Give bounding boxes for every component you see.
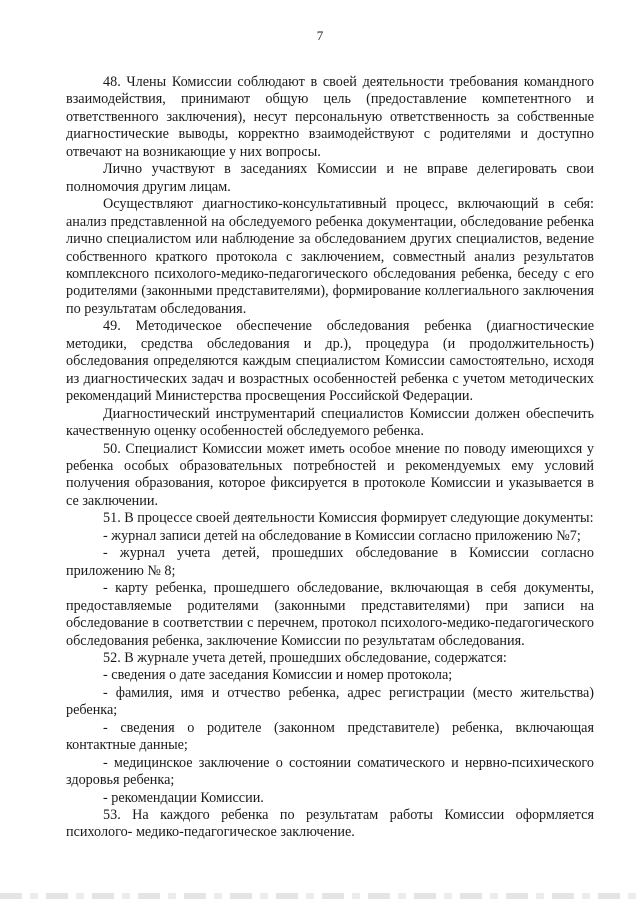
document-body xyxy=(66,74,594,842)
paragraph-48: 48. Члены Комиссии соблюдают в своей деятельности требования командного взаимодействия, принимают общую цель (предоставление компетентного и ответственного заключения), несут персональную ответственность за собственные диагностические выводы, корректно взаимодействуют с родителями и доступно отвечают на возникающие у них вопросы. xyxy=(66,74,594,160)
list-item-medical-conclusion: - медицинское заключение о состоянии соматического и нервно-психического здоровья ребенка; xyxy=(66,754,594,789)
list-item-accounting-journal: - журнал учета детей, прошедших обследование в Комиссии согласно приложению № 8; xyxy=(66,545,594,579)
paragraph-49: 49. Методическое обеспечение обследования ребенка (диагностические методики, средства обследования и др.), процедура (и продолжительность) обследования определяются каждым специалистом Комиссии самостоятельно, исходя из диагностических задач и возрастных особенностей ребенка с учетом методических рекомендаций Министерства просвещения Российской Федерации. xyxy=(66,318,594,405)
paragraph-51: 51. В процессе своей деятельности Комиссия формирует следующие документы: xyxy=(103,510,594,527)
scan-footer-strip xyxy=(0,893,640,899)
list-item-parent-info: - сведения о родителе (законном представителе) ребенка, включающая контактные данные; xyxy=(66,719,594,754)
list-item-child-name: - фамилия, имя и отчество ребенка, адрес регистрации (место жительства) ребенка; xyxy=(66,684,594,719)
list-item-recommendations: - рекомендации Комиссии. xyxy=(103,789,264,806)
paragraph-52: 52. В журнале учета детей, прошедших обследование, содержатся: xyxy=(103,649,507,666)
paragraph-50: 50. Специалист Комиссии может иметь особое мнение по поводу имеющихся у ребенка особых образовательных потребностей и рекомендуемых ему условий получения образования, которое фиксируется в протоколе Комиссии и указывается в се заключении. xyxy=(66,440,594,509)
list-item-child-card: - карту ребенка, прошедшего обследование, включающая в себя документы, предоставляемые родителями (законными представителями) при записи на обследование в соответствии с перечнем, протокол психолого-медико-педагогического обследования ребенка, заключение Комиссии по результатам обследования. xyxy=(66,580,594,649)
paragraph-diagnostic-process: Осуществляют диагностико-консультативный процесс, включающий в себя: анализ представленной на обследуемого ребенка документации, обследование ребенка лично специалистом или наблюдение за обследованием других специалистов, ведение собственного краткого протокола с заключением, совместный анализ результатов комплексного психолого-медико-педагогического обследования ребенка, беседу с его родителями (законными представителями), формирование коллегиального заключения по результатам обследования. xyxy=(66,196,594,317)
paragraph-personal-participation: Лично участвуют в заседаниях Комиссии и не вправе делегировать свои полномочия другим лицам. xyxy=(66,161,594,195)
page-number: 7 xyxy=(316,28,324,43)
list-item-session-date: - сведения о дате заседания Комиссии и номер протокола; xyxy=(103,667,453,684)
paragraph-diagnostic-tools: Диагностический инструментарий специалистов Комиссии должен обеспечить качественную оценку особенностей обследуемого ребенка. xyxy=(66,405,594,440)
paragraph-53: 53. На каждого ребенка по результатам работы Комиссии оформляется психолого- медико-педагогическое заключение. xyxy=(66,807,594,841)
list-item-registration-journal: - журнал записи детей на обследование в Комиссии согласно приложению №7; xyxy=(103,527,581,544)
